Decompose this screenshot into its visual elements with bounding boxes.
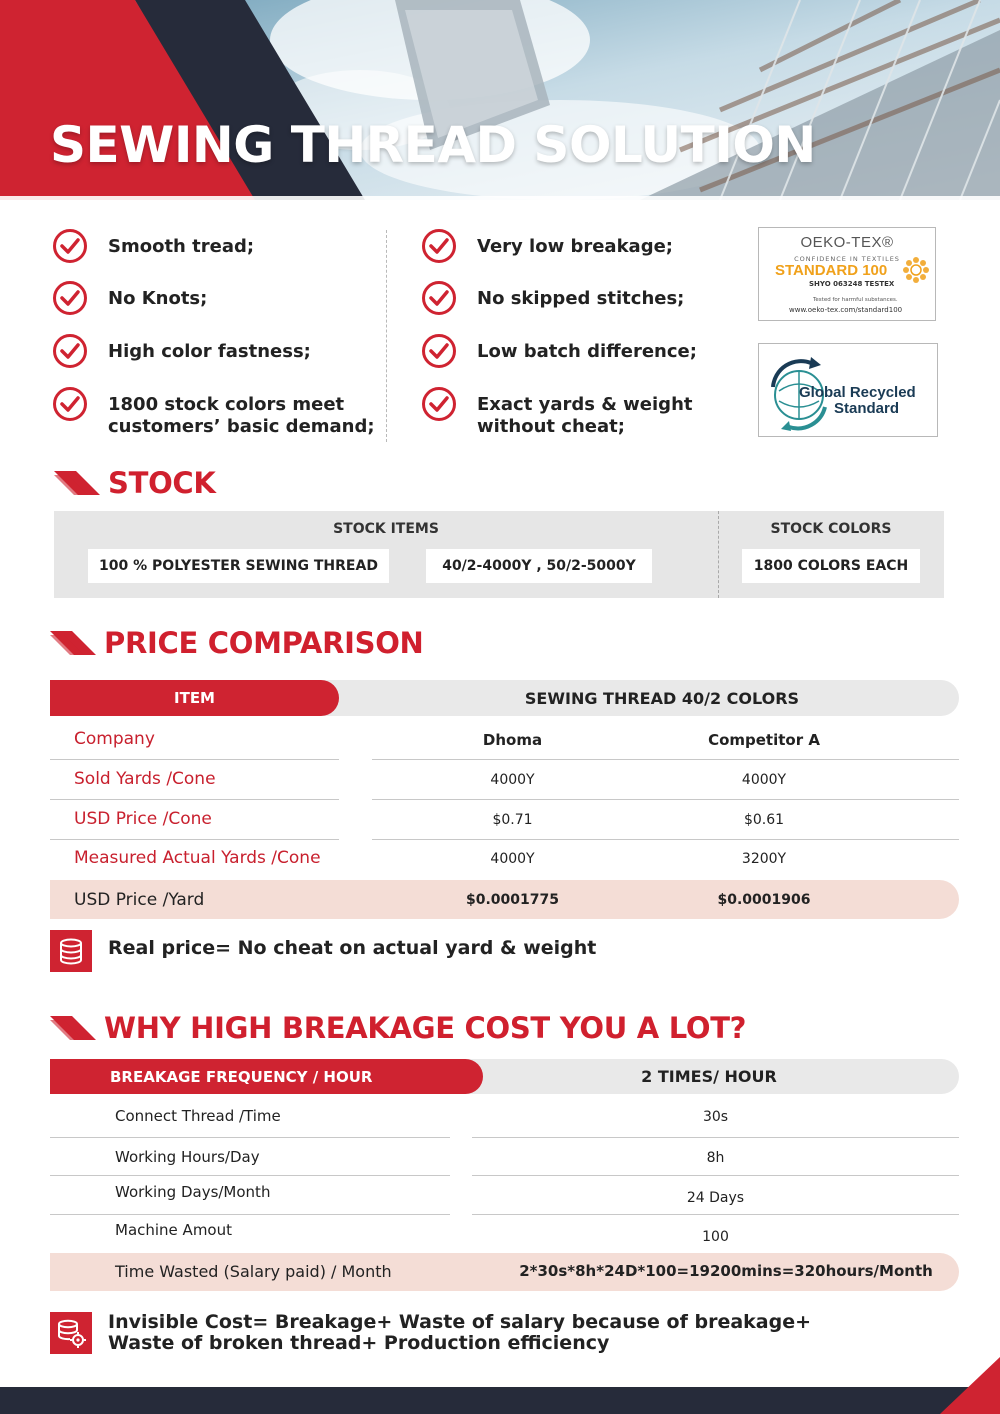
breakage-title: WHY HIGH BREAKAGE COST YOU A LOT? bbox=[104, 1011, 747, 1045]
stock-colors-label: STOCK COLORS bbox=[770, 521, 892, 537]
oeko-tex-tagline: CONFIDENCE IN TEXTILES bbox=[794, 255, 900, 263]
row-divider bbox=[50, 799, 339, 800]
price-title: PRICE COMPARISON bbox=[104, 626, 424, 660]
breakage-row-label: Connect Thread /Time bbox=[115, 1107, 281, 1125]
oeko-tex-tested: Tested for harmful substances. bbox=[813, 297, 898, 303]
price-row-label: Sold Yards /Cone bbox=[74, 769, 216, 789]
row-divider bbox=[472, 1175, 959, 1176]
footer-red-corner bbox=[940, 1357, 1000, 1414]
grs-line1: Global Recycled bbox=[799, 384, 916, 401]
feature-item bbox=[421, 280, 747, 316]
breakage-total-label: Time Wasted (Salary paid) / Month bbox=[115, 1262, 392, 1281]
feature-text: No skipped stitches; bbox=[477, 288, 685, 309]
price-company-a: Dhoma bbox=[482, 731, 543, 749]
row-divider bbox=[372, 799, 959, 800]
stock-title: STOCK bbox=[108, 466, 216, 500]
breakage-note-line2: Waste of broken thread+ Production efficiency bbox=[108, 1332, 610, 1354]
price-item-header: ITEM bbox=[50, 680, 339, 716]
row-divider bbox=[372, 759, 959, 760]
page-title: SEWING THREAD SOLUTION bbox=[50, 116, 816, 174]
price-product-header: SEWING THREAD 40/2 COLORS bbox=[524, 688, 800, 708]
stock-divider bbox=[718, 511, 719, 598]
breakage-row-value: 30s bbox=[702, 1109, 729, 1125]
check-circle-icon bbox=[52, 333, 88, 369]
feature-text: Very low breakage; bbox=[477, 236, 673, 257]
header-banner bbox=[0, 0, 1000, 200]
stock-items-label: STOCK ITEMS bbox=[333, 521, 439, 537]
grs-line2: Standard bbox=[834, 400, 900, 417]
grs-certificate bbox=[758, 343, 938, 437]
row-divider bbox=[50, 1175, 450, 1176]
oeko-tex-code: SHYO 063248 TESTEX bbox=[809, 280, 895, 288]
row-divider bbox=[472, 1214, 959, 1215]
feature-item bbox=[52, 228, 378, 264]
breakage-row-label: Working Hours/Day bbox=[115, 1148, 260, 1166]
check-circle-icon bbox=[421, 333, 457, 369]
row-divider bbox=[50, 1137, 450, 1138]
price-value-a: $0.71 bbox=[492, 812, 533, 828]
row-divider bbox=[50, 759, 339, 760]
check-circle-icon bbox=[52, 228, 88, 264]
breakage-row-label: Machine Amout bbox=[115, 1221, 232, 1239]
feature-item bbox=[52, 333, 378, 369]
price-value-a: 4000Y bbox=[490, 772, 535, 788]
price-value-a: 4000Y bbox=[490, 851, 535, 867]
feature-divider bbox=[386, 230, 387, 442]
breakage-note bbox=[50, 1312, 811, 1354]
feature-item bbox=[421, 228, 747, 264]
check-circle-icon bbox=[421, 280, 457, 316]
check-circle-icon bbox=[421, 228, 457, 264]
price-total-b: $0.0001906 bbox=[717, 892, 811, 908]
row-divider bbox=[50, 839, 339, 840]
check-circle-icon bbox=[52, 386, 88, 422]
price-heading bbox=[50, 626, 424, 660]
price-total-label: USD Price /Yard bbox=[74, 890, 205, 910]
section-slash-icon bbox=[50, 1014, 96, 1042]
row-divider bbox=[372, 839, 959, 840]
stock-heading bbox=[54, 466, 216, 500]
oeko-tex-standard: STANDARD 100 bbox=[775, 262, 888, 279]
feature-text: Exact yards & weight without cheat; bbox=[477, 394, 693, 437]
coin-stack-icon bbox=[50, 930, 92, 972]
oeko-tex-name: OEKO-TEX® bbox=[800, 234, 894, 251]
stock-panel bbox=[54, 511, 944, 598]
feature-text: Smooth tread; bbox=[108, 236, 255, 257]
price-row-label: USD Price /Cone bbox=[74, 809, 212, 829]
feature-item bbox=[421, 386, 747, 438]
breakage-heading bbox=[50, 1011, 746, 1045]
stock-item-pill: 40/2-4000Y , 50/2-5000Y bbox=[426, 549, 652, 583]
breakage-frequency-value: 2 TIMES/ HOUR bbox=[641, 1067, 777, 1086]
check-circle-icon bbox=[421, 386, 457, 422]
oeko-flower-icon bbox=[902, 256, 930, 284]
breakage-row-label: Working Days/Month bbox=[115, 1183, 271, 1201]
oeko-tex-certificate bbox=[758, 227, 936, 321]
price-note-text: Real price= No cheat on actual yard & weight bbox=[108, 937, 597, 959]
breakage-note-line1: Invisible Cost= Breakage+ Waste of salary because of breakage+ bbox=[108, 1311, 812, 1333]
feature-text: High color fastness; bbox=[108, 341, 311, 362]
feature-text: No Knots; bbox=[108, 288, 208, 309]
price-value-b: 3200Y bbox=[741, 851, 787, 867]
feature-text: Low batch difference; bbox=[477, 341, 697, 362]
row-divider bbox=[50, 1214, 450, 1215]
breakage-frequency-label: BREAKAGE FREQUENCY / HOUR bbox=[50, 1059, 483, 1094]
breakage-row-value: 24 Days bbox=[686, 1190, 745, 1206]
breakage-row-value: 8h bbox=[706, 1150, 725, 1166]
price-value-b: 4000Y bbox=[741, 772, 787, 788]
breakage-total-value: 2*30s*8h*24D*100=19200mins=320hours/Month bbox=[519, 1262, 933, 1280]
section-slash-icon bbox=[50, 629, 96, 657]
breakage-row-value: 100 bbox=[702, 1229, 729, 1245]
stock-colors-pill: 1800 COLORS EACH bbox=[742, 549, 920, 583]
feature-item bbox=[52, 386, 378, 438]
breakage-note-text bbox=[108, 1312, 811, 1354]
footer-bar bbox=[0, 1387, 1000, 1414]
price-total-a: $0.0001775 bbox=[466, 892, 559, 908]
feature-text: 1800 stock colors meet customers’ basic demand; bbox=[108, 394, 375, 437]
feature-item bbox=[52, 280, 378, 316]
section-slash-icon bbox=[54, 469, 100, 497]
coin-gear-icon bbox=[50, 1312, 92, 1354]
price-value-b: $0.61 bbox=[743, 812, 785, 828]
price-company-b: Competitor A bbox=[708, 731, 820, 749]
oeko-tex-url: www.oeko-tex.com/standard100 bbox=[789, 306, 903, 314]
price-note bbox=[50, 930, 596, 972]
stock-item-pill: 100 % POLYESTER SEWING THREAD bbox=[88, 549, 389, 583]
price-row-label: Measured Actual Yards /Cone bbox=[74, 848, 321, 868]
feature-item bbox=[421, 333, 747, 369]
price-row-label: Company bbox=[74, 729, 155, 749]
check-circle-icon bbox=[52, 280, 88, 316]
row-divider bbox=[472, 1137, 959, 1138]
